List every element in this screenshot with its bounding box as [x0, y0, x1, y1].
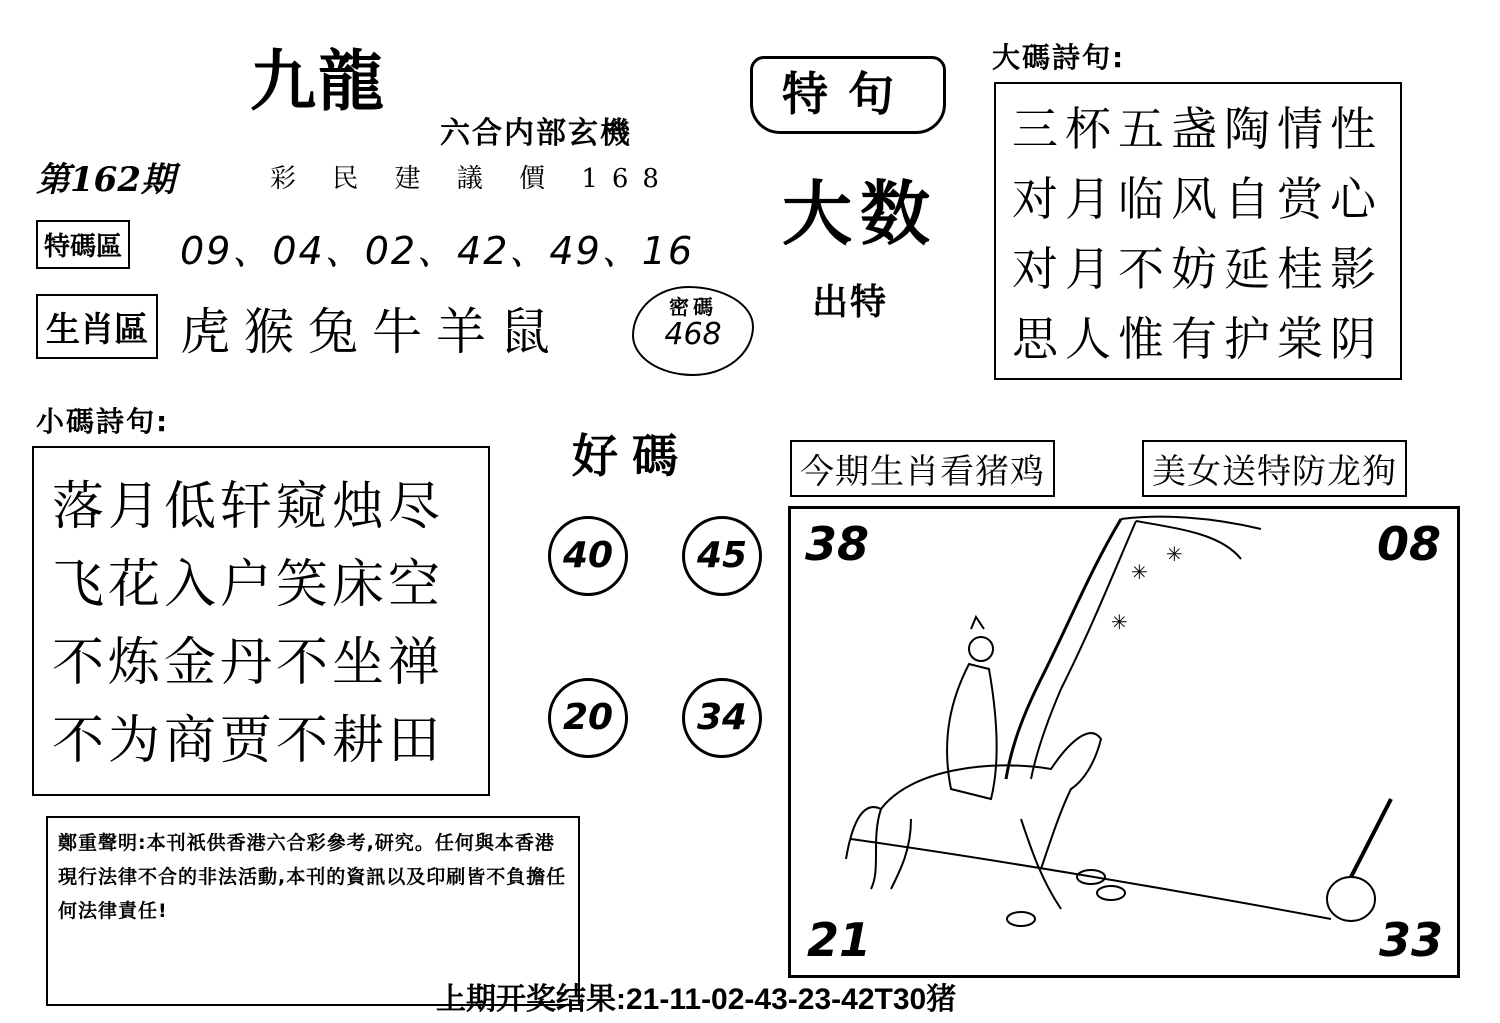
horse-rider-illustration — [791, 509, 1457, 975]
disclaimer-text: 鄭重聲明:本刊祇供香港六合彩參考,研究。任何與本香港現行法律不合的非法活動,本刊的資訊以及印刷皆不負擔任何法律責任! — [46, 816, 580, 1006]
suggested-price: 彩 民 建 議 價 168 — [270, 164, 673, 194]
zodiac-zone-animals: 虎猴兔牛羊鼠 — [180, 303, 564, 361]
page-title: 九龍 — [250, 42, 386, 120]
special-zone-numbers: 09、04、02、42、49、16 — [180, 229, 695, 273]
picture-number-bottom-left: 21 — [807, 913, 872, 967]
zodiac-tip-tag: 今期生肖看猪鸡 — [790, 440, 1055, 497]
big-poem-box — [994, 82, 1402, 380]
svg-text:✳: ✳ — [1111, 610, 1128, 634]
secret-code-label: 密碼 — [669, 295, 717, 319]
svg-text:✳: ✳ — [1166, 542, 1183, 566]
issue-number: 第162期 — [36, 160, 175, 200]
beauty-tip-tag: 美女送特防龙狗 — [1142, 440, 1407, 497]
illustration-panel — [788, 506, 1460, 978]
secret-code-cloud — [632, 286, 754, 376]
secret-code-value: 468 — [664, 317, 722, 352]
small-poem-line: 飞花入户笑床空 — [52, 555, 445, 615]
zodiac-zone-label: 生肖區 — [36, 294, 158, 359]
book-title: 特句 — [750, 56, 946, 134]
small-poem-label: 小碼詩句: — [36, 405, 170, 438]
picture-number-top-right: 08 — [1376, 517, 1441, 571]
small-poem-line: 不炼金丹不坐禅 — [52, 633, 445, 693]
page-subtitle: 六合内部玄機 — [440, 116, 632, 151]
good-number-circle: 40 — [548, 516, 628, 596]
picture-number-top-left: 38 — [805, 517, 870, 571]
svg-text:✳: ✳ — [1131, 560, 1148, 584]
out-special-label: 出特 — [812, 282, 889, 323]
good-number-circle: 45 — [682, 516, 762, 596]
big-poem-label: 大碼詩句: — [992, 41, 1126, 74]
small-poem-box — [32, 446, 490, 796]
big-number-title: 大数 — [782, 172, 938, 255]
big-poem-line: 对月临风自赏心 — [1012, 172, 1383, 226]
good-numbers-label: 好碼 — [572, 429, 692, 483]
small-poem-line: 落月低轩窥烛尽 — [52, 477, 445, 537]
picture-number-bottom-right: 33 — [1378, 913, 1443, 967]
good-number-circle: 20 — [548, 678, 628, 758]
big-poem-line: 思人惟有护棠阴 — [1012, 312, 1383, 366]
last-draw-result: 上期开奖结果:21-11-02-43-23-42T30猪 — [436, 983, 957, 1016]
big-poem-line: 对月不妨延桂影 — [1012, 242, 1383, 296]
good-number-circle: 34 — [682, 678, 762, 758]
big-poem-line: 三杯五盏陶情性 — [1012, 102, 1383, 156]
special-zone-label: 特碼區 — [36, 220, 130, 269]
small-poem-line: 不为商贾不耕田 — [52, 711, 445, 771]
